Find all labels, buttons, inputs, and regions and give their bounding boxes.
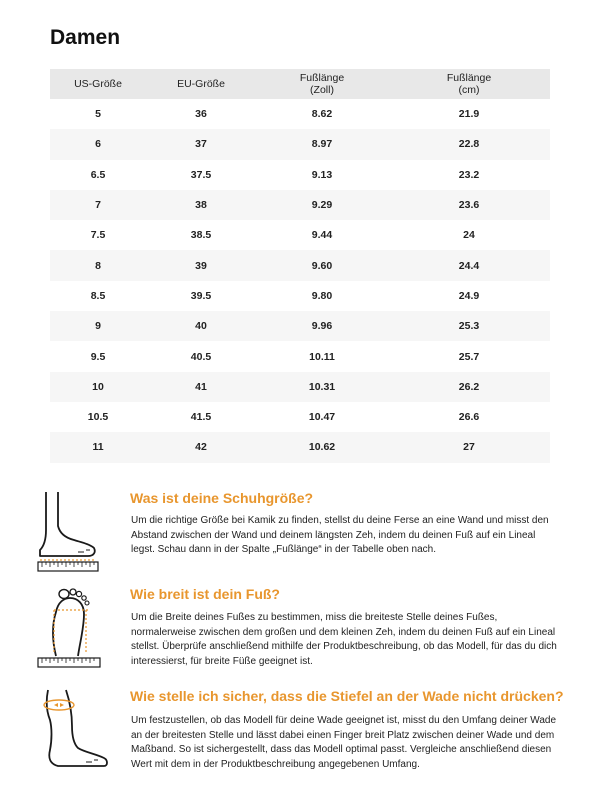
cell-us-size: 7.5 — [50, 220, 146, 250]
calf-text: Um festzustellen, ob das Modell für deine Wade geeignet ist, misst du den Umfang deiner Wade an der breitesten Stelle und lässt dabei einen Finger breit Platz zwischen deiner Wade und dem Maßband. So ist sichergestellt, dass das Modell optimal passt. Vergleiche anschließend diesen Wert mit dem in der Produktbeschreibung angegebenen Umfang. — [131, 715, 557, 770]
table-row — [50, 250, 550, 280]
cell-foot-length-inch: 9.96 — [256, 311, 388, 341]
cell-us-size: 9 — [50, 311, 146, 341]
calf-section — [0, 684, 600, 800]
cell-us-size: 6.5 — [50, 160, 146, 190]
cell-us-size: 11 — [50, 432, 146, 462]
table-row — [50, 341, 550, 371]
shoe-size-section — [0, 484, 600, 584]
cell-us-size: 6 — [50, 129, 146, 159]
table-row — [50, 281, 550, 311]
cell-foot-length-cm: 25.3 — [388, 311, 550, 341]
table-row — [50, 402, 550, 432]
cell-foot-length-cm: 21.9 — [388, 99, 550, 129]
header-foot-length-cm: Fußlänge (cm) — [388, 69, 550, 99]
cell-foot-length-cm: 27 — [388, 432, 550, 462]
cell-eu-size: 40.5 — [146, 341, 256, 371]
cell-us-size: 10 — [50, 372, 146, 402]
size-table-header — [50, 69, 550, 99]
shoe-size-text: Um die richtige Größe bei Kamik zu finden, stellst du deine Ferse an eine Wand und misst den Abstand zwischen der Wand und deinem längsten Zeh, indem du deinen Fuß auf ein Lineal legst. Schau dann in der Spalte „Fußlänge“ in der Tabelle oben nach. — [131, 515, 549, 555]
cell-eu-size: 38 — [146, 190, 256, 220]
foot-side-ruler-icon — [34, 490, 100, 577]
cell-foot-length-inch: 9.60 — [256, 250, 388, 280]
cell-foot-length-inch: 10.31 — [256, 372, 388, 402]
size-table — [50, 69, 550, 463]
table-row — [50, 220, 550, 250]
cell-foot-length-inch: 9.29 — [256, 190, 388, 220]
cell-eu-size: 41 — [146, 372, 256, 402]
calf-measure-icon — [34, 688, 110, 777]
table-row — [50, 372, 550, 402]
cell-foot-length-cm: 24.4 — [388, 250, 550, 280]
cell-foot-length-inch: 10.47 — [256, 402, 388, 432]
header-eu-size: EU-Größe — [146, 69, 256, 99]
table-row — [50, 99, 550, 129]
cell-foot-length-inch: 10.11 — [256, 341, 388, 371]
page-title: Damen — [50, 26, 121, 49]
table-row — [50, 432, 550, 462]
cell-eu-size: 40 — [146, 311, 256, 341]
cell-eu-size: 39 — [146, 250, 256, 280]
cell-eu-size: 39.5 — [146, 281, 256, 311]
header-foot-length-inch: Fußlänge (Zoll) — [256, 69, 388, 99]
cell-us-size: 5 — [50, 99, 146, 129]
cell-foot-length-cm: 25.7 — [388, 341, 550, 371]
foot-width-section — [0, 580, 600, 680]
table-row — [50, 160, 550, 190]
cell-foot-length-cm: 26.6 — [388, 402, 550, 432]
cell-us-size: 8 — [50, 250, 146, 280]
shoe-size-heading: Was ist deine Schuhgröße? — [130, 490, 314, 506]
cell-foot-length-cm: 23.6 — [388, 190, 550, 220]
cell-foot-length-cm: 22.8 — [388, 129, 550, 159]
cell-eu-size: 38.5 — [146, 220, 256, 250]
cell-us-size: 9.5 — [50, 341, 146, 371]
cell-foot-length-cm: 26.2 — [388, 372, 550, 402]
foot-top-ruler-icon — [34, 584, 104, 675]
foot-width-heading: Wie breit ist dein Fuß? — [130, 586, 280, 602]
cell-eu-size: 36 — [146, 99, 256, 129]
cell-us-size: 8.5 — [50, 281, 146, 311]
table-row — [50, 190, 550, 220]
cell-foot-length-cm: 24.9 — [388, 281, 550, 311]
cell-foot-length-cm: 23.2 — [388, 160, 550, 190]
size-table-body — [50, 99, 550, 463]
cell-foot-length-inch: 8.62 — [256, 99, 388, 129]
cell-foot-length-cm: 24 — [388, 220, 550, 250]
cell-us-size: 7 — [50, 190, 146, 220]
table-row — [50, 129, 550, 159]
cell-foot-length-inch: 9.44 — [256, 220, 388, 250]
cell-foot-length-inch: 9.80 — [256, 281, 388, 311]
header-us-size: US-Größe — [50, 69, 146, 99]
cell-us-size: 10.5 — [50, 402, 146, 432]
calf-heading: Wie stelle ich sicher, dass die Stiefel an der Wade nicht drücken? — [130, 688, 564, 704]
table-row — [50, 311, 550, 341]
cell-eu-size: 41.5 — [146, 402, 256, 432]
cell-eu-size: 37.5 — [146, 160, 256, 190]
cell-foot-length-inch: 9.13 — [256, 160, 388, 190]
cell-foot-length-inch: 8.97 — [256, 129, 388, 159]
foot-width-text: Um die Breite deines Fußes zu bestimmen, miss die breiteste Stelle deines Fußes, normalerweise zwischen dem großen und dem kleinen Zeh, indem du deinen Fuß auf ein Lineal stellst. Überprüfe anschließend mithilfe der Produktbeschreibung, ob das Modell, für das du dich interessierst, für breite Füße geeignet ist. — [131, 612, 557, 667]
cell-eu-size: 37 — [146, 129, 256, 159]
cell-foot-length-inch: 10.62 — [256, 432, 388, 462]
cell-eu-size: 42 — [146, 432, 256, 462]
